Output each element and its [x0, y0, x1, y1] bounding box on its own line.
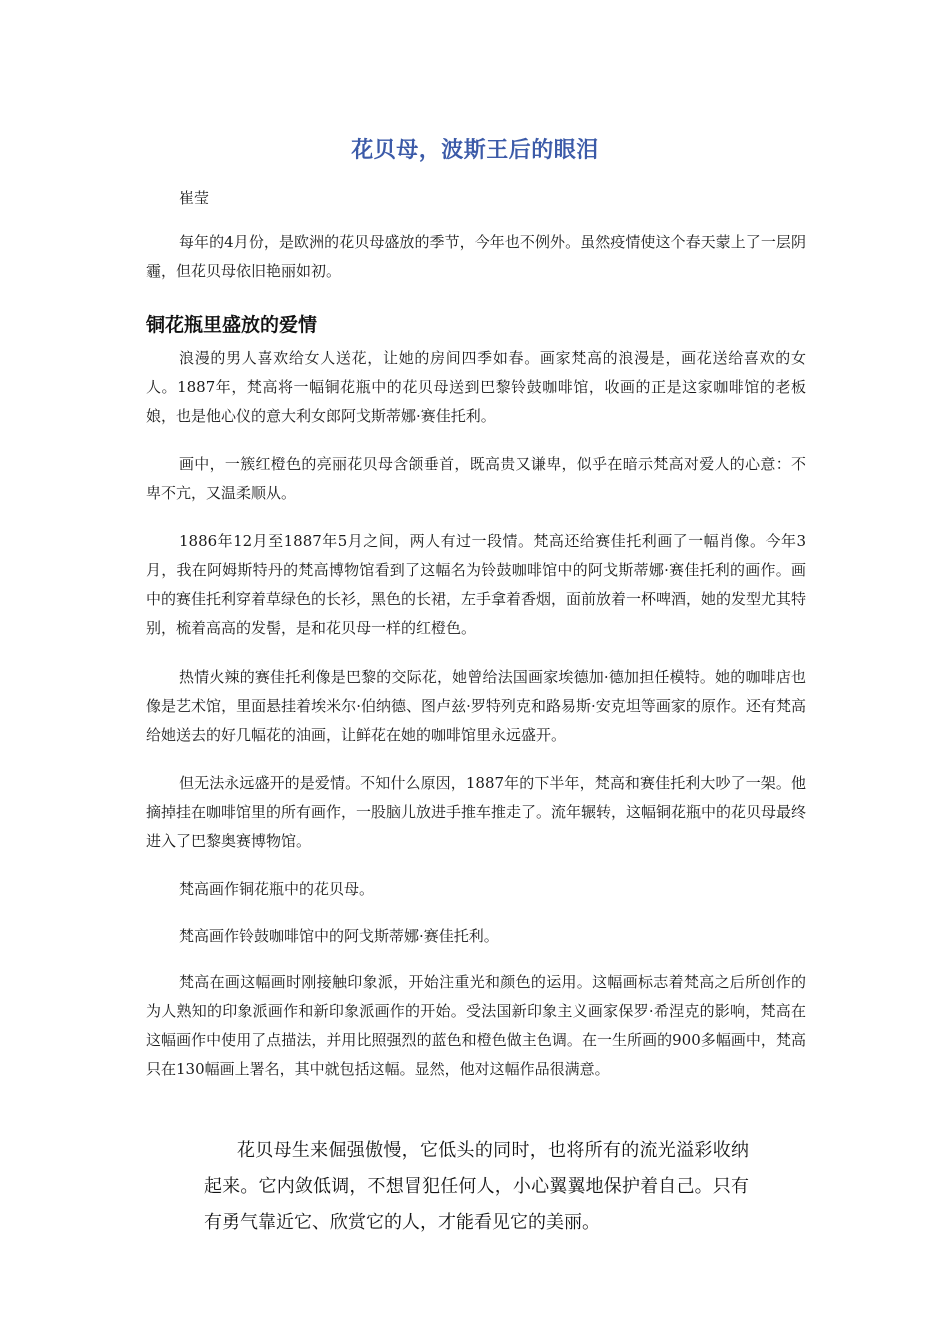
intro-paragraph: 每年的4月份，是欧洲的花贝母盛放的季节，今年也不例外。虽然疫情使这个春天蒙上了一层阴霾，但花贝母依旧艳丽如初。 — [146, 233, 806, 280]
body-paragraph: 1886年12月至1887年5月之间，两人有过一段情。梵高还给赛佳托利画了一幅肖像。今年3月，我在阿姆斯特丹的梵高博物馆看到了这幅名为铃鼓咖啡馆中的阿戈斯蒂娜·赛佳托利的画作。画中的赛佳托利穿着草绿色的长衫，黑色的长裙，左手拿着香烟，面前放着一杯啤酒，她的发型尤其特别，梳着高高的发髻，是和花贝母一样的红橙色。 — [146, 532, 807, 637]
body-paragraph: 浪漫的男人喜欢给女人送花，让她的房间四季如春。画家梵高的浪漫是，画花送给喜欢的女人。1887年，梵高将一幅铜花瓶中的花贝母送到巴黎铃鼓咖啡馆，收画的正是这家咖啡馆的老板娘，也是他心仪的意大利女郎阿戈斯蒂娜·赛佳托利。 — [146, 349, 806, 425]
body-paragraph: 梵高在画这幅画时刚接触印象派，开始注重光和颜色的运用。这幅画标志着梵高之后所创作的为人熟知的印象派画作和新印象派画作的开始。受法国新印象主义画家保罗·希涅克的影响，梵高在这幅画作中使用了点描法，并用比照强烈的蓝色和橙色做主色调。在一生所画的900多幅画中，梵高只在130幅画上署名，其中就包括这幅。显然，他对这幅作品很满意。 — [146, 973, 806, 1078]
body-paragraph: 热情火辣的赛佳托利像是巴黎的交际花，她曾给法国画家埃德加·德加担任模特。她的咖啡店也像是艺术馆，里面悬挂着埃米尔·伯纳德、图卢兹·罗特列克和路易斯·安克坦等画家的原作。还有梵高给她送去的好几幅花的油画，让鲜花在她的咖啡馆里永远盛开。 — [146, 668, 806, 744]
image-caption: 梵高画作铃鼓咖啡馆中的阿戈斯蒂娜·赛佳托利。 — [179, 927, 499, 945]
article-author: 崔莹 — [179, 189, 210, 207]
body-paragraph: 但无法永远盛开的是爱情。不知什么原因，1887年的下半年，梵高和赛佳托利大吵了一架。他摘掉挂在咖啡馆里的所有画作，一股脑儿放进手推车推走了。流年辗转，这幅铜花瓶中的花贝母最终进入了巴黎奥赛博物馆。 — [146, 774, 807, 850]
body-paragraph: 画中，一簇红橙色的亮丽花贝母含颌垂首，既高贵又谦卑，似乎在暗示梵高对爱人的心意：不卑不亢，又温柔顺从。 — [146, 455, 806, 502]
section-heading: 铜花瓶里盛放的爱情 — [146, 314, 318, 336]
article-title: 花贝母，波斯王后的眼泪 — [351, 138, 599, 163]
pull-quote: 花贝母生来倔强傲慢，它低头的同时，也将所有的流光溢彩收纳起来。它内敛低调，不想冒犯任何人，小心翼翼地保护着自己。只有有勇气靠近它、欣赏它的人，才能看见它的美丽。 — [204, 1140, 749, 1233]
image-caption: 梵高画作铜花瓶中的花贝母。 — [179, 880, 375, 898]
